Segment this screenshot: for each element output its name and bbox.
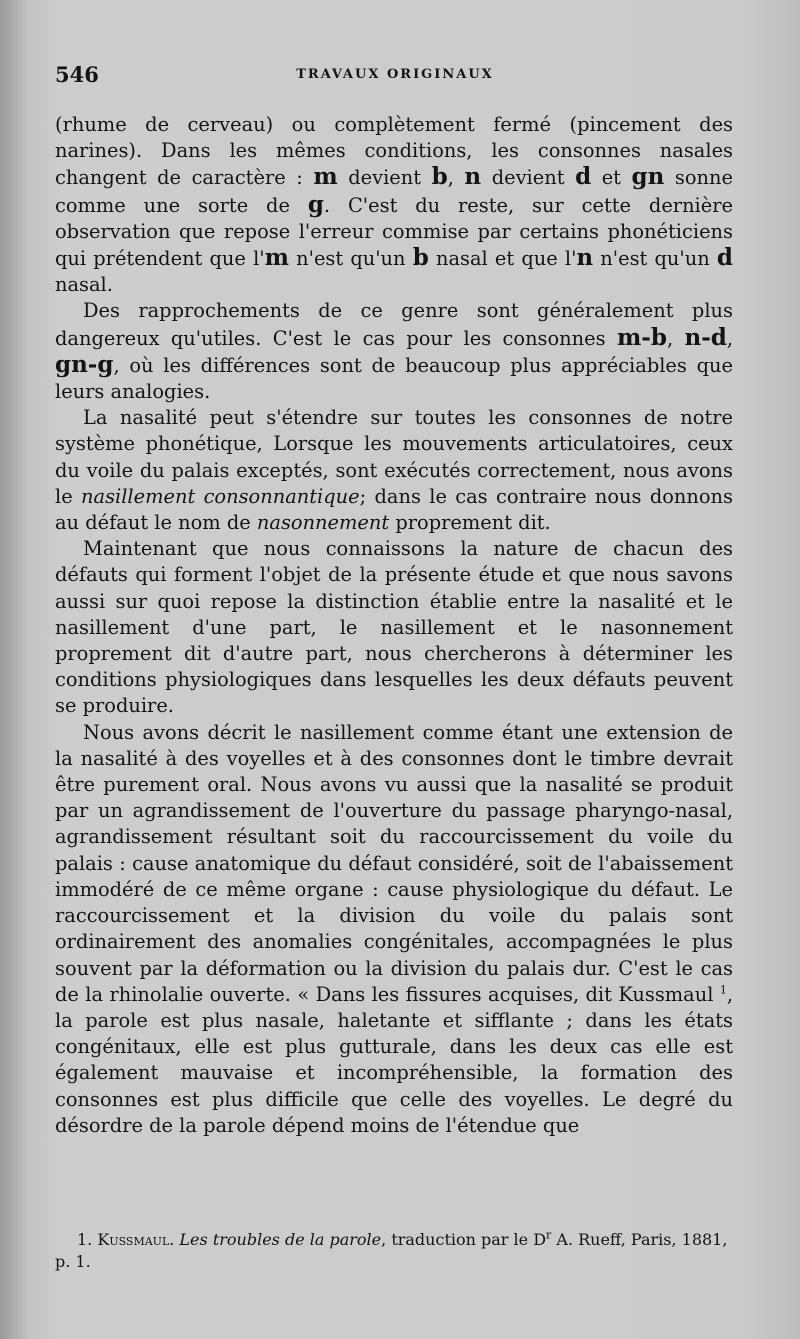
text-run: Maintenant que nous connaissons la nature de chacun des défauts qui forment l'objet de la présente étude et que nous savons aussi sur quoi repose la distinction établie entre la nasalité et le nasillement d'une part, le nasillement et le nasonnement proprement dit d'autre part, nous chercherons à déterminer les conditions physiologiques dans lesquelles les deux défauts peuvent se produire. [55, 537, 733, 718]
text-run: ; dans le cas contraire nous donnons au défaut le nom de [55, 484, 733, 535]
phonetic-letter: n-d [684, 323, 727, 351]
text-run: Des rapprochements de ce genre sont généralement plus dangereux qu'utiles. C'est le cas pour les consonnes [55, 299, 733, 350]
text-run: proprement dit. [389, 511, 551, 535]
phonetic-letter: d [716, 244, 733, 272]
phonetic-letter: gn-g [55, 350, 114, 378]
phonetic-letter: m-b [616, 323, 667, 351]
text-run: , [726, 326, 734, 350]
paragraph [55, 720, 733, 1139]
paragraph [55, 536, 733, 719]
superscript: r [546, 1228, 552, 1242]
text-run: Nous avons décrit le nasillement comme étant une extension de la nasalité à des voyelles et à des consonnes dont le timbre devrait être purement oral. Nous avons vu aussi que la nasalité se produit par un agrandissement de l'ouverture du passage pharyngo-nasal, agrandissement résultant soit du raccourcissement du voile du palais : cause anatomique du défaut considéré, soit de l'abaissement immodéré de ce même organe : cause physiologique du défaut. Le raccourcissement et la division du voile du palais sont ordinairement des anomalies congénitales, accompagnées le plus souvent par la déformation ou la division du palais dur. C'est le cas de la rhinolalie ouverte. « Dans les fissures acquises, dit Kussmaul [55, 720, 733, 1006]
text-run: , [666, 326, 685, 350]
phonetic-letter: d [575, 163, 592, 191]
phonetic-letter: b [412, 244, 429, 272]
paragraph [55, 112, 733, 298]
text-run: sonne comme une sorte de [55, 166, 733, 217]
phonetic-letter: n [464, 163, 482, 191]
italic-text: Les troubles de la parole [179, 1230, 382, 1249]
phonetic-letter: b [431, 163, 448, 191]
text-run: nasal et que l' [428, 247, 577, 271]
text-run: et [591, 166, 632, 190]
text-run: nasal. [55, 273, 113, 297]
phonetic-letter: n [576, 244, 594, 272]
text-run: . C'est du reste, sur cette dernière observation que repose l'erreur commise par certains phonéticiens qui prétendent que l' [55, 193, 733, 271]
page-number: 546 [55, 62, 99, 87]
text-run: . [169, 1230, 180, 1249]
phonetic-letter: m [264, 244, 289, 272]
text-run: 1. [77, 1230, 98, 1249]
paragraph [55, 405, 733, 536]
superscript: 1 [719, 983, 727, 997]
text-run: La nasalité peut s'étendre sur toutes les consonnes de notre système phonétique, Lorsque les mouvements articulatoires, ceux du voile du palais exceptés, sont exécutés correctement, nous avons le [55, 406, 733, 508]
text-run: (rhume de cerveau) ou complètement fermé (pincement des narines). Dans les mêmes conditions, les consonnes nasales changent de caractère : [55, 113, 733, 190]
footnote [55, 1229, 733, 1273]
text-run: devient [337, 166, 432, 190]
italic-text: nasonnement [256, 511, 390, 535]
text-run: devient [481, 166, 576, 190]
text-run: , [447, 166, 465, 190]
phonetic-letter: gn [631, 163, 665, 191]
text-run: n'est qu'un [288, 247, 413, 271]
italic-text: nasillement consonnantique [81, 484, 360, 508]
page-header [55, 62, 735, 92]
phonetic-letter: g [307, 190, 324, 218]
text-run: n'est qu'un [593, 247, 717, 271]
text-run: , où les différences sont de beaucoup plus appréciables que leurs analogies. [55, 353, 733, 404]
text-run: , la parole est plus nasale, haletante et sifflante ; dans les états congénitaux, elle est plus gutturale, dans les deux cas elle est également mauvaise et incompréhensible, la formation des consonnes est plus difficile que celle des voyelles. Le degré du désordre de la parole dépend moins de l'étendue que [55, 982, 733, 1137]
body-text [55, 112, 733, 1139]
paragraph [55, 298, 733, 405]
author-name: Kussmaul [97, 1230, 170, 1249]
phonetic-letter: m [313, 163, 338, 191]
running-title: TRAVAUX ORIGINAUX [296, 67, 494, 82]
text-run: , traduction par le D [381, 1230, 547, 1249]
text-run: A. Rueff, Paris, 1881, p. 1. [55, 1230, 728, 1271]
